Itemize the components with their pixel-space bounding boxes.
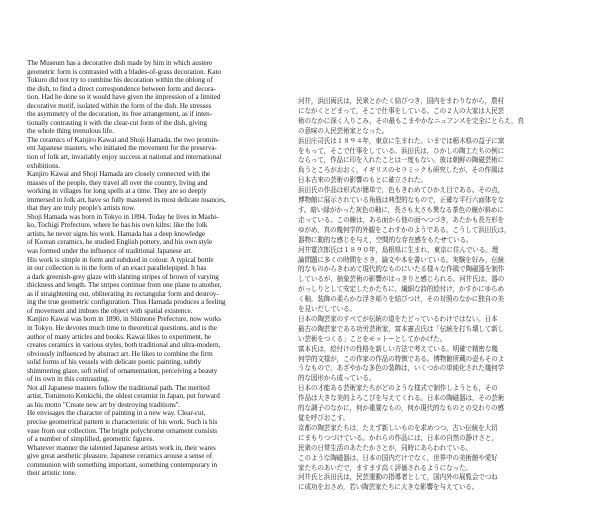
japanese-text-line: 術のなかに深く入りこみ，その最もこまやかなニュアンスを完全にとらえ，真 <box>298 116 524 125</box>
japanese-text-line: 富本氏は，絵付けの性格を新しい方法で考えている。明確で精密な幾 <box>298 344 498 353</box>
english-text-line: the dish, to find a direct correspondence between form and decora- <box>27 84 216 93</box>
japanese-text-line: 京都の陶芸家たちは，たえず新しいものを求めつつ，古い伝統を大切 <box>298 423 498 432</box>
japanese-text-line: 負うところがおおく，イギリスのセラミックも研究したが，その作風は <box>298 166 504 175</box>
english-text-line: Tokuro did not try to combine his decoration within the oblong of <box>27 76 213 85</box>
english-text-line: of movement and imbues the object with spatial existence. <box>27 306 193 315</box>
japanese-text-line: このような陶磁器は，日本の国内だけでなく，世界中の美術館や愛好 <box>298 453 498 462</box>
japanese-text-line: 的な図形から成っている。 <box>298 374 376 383</box>
english-text-line: Kanjiro Kawai and Shoji Hamada are closely connected with the <box>27 170 211 179</box>
english-text-line: as if straightening out, obliterating its rectangular form and destroy- <box>27 289 219 298</box>
japanese-text-line: 最古の陶芸家である功労芸術家，富本憲吉氏は「伝統を打ち壊して新し <box>298 324 505 333</box>
english-text-line: communion with something important, something contemporary in <box>27 460 217 469</box>
english-text-line: tion. Had he done so it would have given the impression of a limited <box>27 93 221 102</box>
japanese-text-line: 浜田庄司氏は１８９４年，東京に生まれた。いまでは栃木県の益子に窯 <box>298 136 505 145</box>
english-text-line: artist, Tomimoto Kenkichi, the oldest ceramist in Japan, put forward <box>27 392 220 401</box>
english-text-line: of a number of simplified, geometric figures. <box>27 435 155 444</box>
english-text-line: as his motto "Create new art by destroying traditions". <box>27 400 181 409</box>
english-text-line: His work is simple in form and subdued in colour. A typical bottle <box>27 255 214 264</box>
english-text-line: Not all Japanese masters follow the traditional path. The merited <box>27 383 210 392</box>
english-text-line: artists, he never signs his work. Hamada has a deep knowledge <box>27 229 206 238</box>
english-text-line: obviously influenced by abstract art. He likes to combine the firm <box>27 349 213 358</box>
japanese-text-line: く釉，装飾の柔らかな浮き彫りを結びつけ，その対照のなかに独自の美 <box>298 295 504 304</box>
english-text-line: precise geometrical pattern is characteristic of his work. Such is his <box>27 417 218 426</box>
japanese-text-line: がっしりとして安定したかたちに，繊細な詩的絵付け，かすかにゆらめ <box>298 285 504 294</box>
english-text-line: Shoji Hamada was born in Tokyo in 1894. Today he lives in Mashi- <box>27 212 219 221</box>
japanese-text-line: 的なものからきわめて現代的なものにいたる様々な作風で陶磁器を制作 <box>298 265 505 274</box>
japanese-text-line: ゆがめ，真の幾何学的外観をこわすかのようである。こうして浜田氏は， <box>298 225 511 234</box>
english-text-line: author of many articles and books. Kawai likes to experiment, he <box>27 332 212 341</box>
english-text-line: ing the true geometric configuration. Thus Hamada produces a feeling <box>27 298 226 307</box>
japanese-text-line: 日本の才能ある芸術家たちがどのような様式で制作しようとも，その <box>298 384 498 393</box>
japanese-text-line: 河井，浜田両氏は，民衆とかたく結びつき，国内をまわりながら，農村 <box>298 97 504 105</box>
english-text-line: ent Japanese masters, who initiated the movement for the preserva- <box>27 144 217 153</box>
japanese-text-line: 民衆の日常生活のあたたかさとが，同時にあらわれている。 <box>298 443 472 452</box>
english-text-line: of its own in this contrasting. <box>27 375 110 384</box>
english-text-line: The Museum has a decorative dish made by him in which austere <box>27 59 213 67</box>
english-text-line: creates ceramics in various styles, both traditional and ultra-modern, <box>27 341 221 350</box>
japanese-text-line: 日本古来の芸術の影響のもとに確立された。 <box>298 176 427 185</box>
japanese-text-line: 家たちのあいだで，ますます高く評価されるようになった。 <box>298 463 472 472</box>
english-text-line: masses of the people, they travel all over the country, living and <box>27 178 208 187</box>
english-text-line: working in villages for long spells at a time. They are so deeply <box>27 187 207 196</box>
english-text-column <box>27 59 289 499</box>
japanese-text-line: うなもので，あざやかな多色の装飾は，いくつかの単純化された幾何学 <box>298 364 505 373</box>
japanese-text-line: しているが，抽象芸術の影響がはっきりと感じられる。河井氏は，器の <box>298 275 505 284</box>
japanese-text-line: にまもりつづけている。かれらの作品には，日本の自然の静けさと， <box>298 433 498 442</box>
english-text-line: thickness and length. The stripes continue from one plane to another, <box>27 281 222 290</box>
japanese-text-line: をもって，そこで仕事をしている。浜田氏は，ひかしの陶工たちの例に <box>298 146 505 155</box>
english-text-line: decorative motif, isolated within the form of the dish. He stresses <box>27 101 212 110</box>
japanese-text-line: い芸術をつくる」ことをモットーとしてかかげた。 <box>298 334 447 343</box>
english-text-line: Kanjiro Kawai was born in 1890, in Shimone Prefecture, now works <box>27 315 222 324</box>
japanese-text-line: を見いだしている。 <box>298 305 356 314</box>
english-text-line: geometric form is contrasted with a blades-of-grass decoration. Kato <box>27 67 221 76</box>
english-text-line: solid forms of his vessels with delicate poetic painting, subtly <box>27 358 202 367</box>
english-text-line: ko, Tochigi Prefecture, where he has his own kilns: like the folk <box>27 221 208 230</box>
japanese-text-line: す。暗い緑がかった灰色の釉に，長さも太さも異なる茶色の線が斜めに <box>298 205 504 214</box>
english-text-line: their artistic tone. <box>27 469 77 478</box>
english-text-line: tion of folk art, invariably enjoy success at national and international <box>27 153 222 162</box>
english-text-line: the asymmetry of the decoration, its free arrangement, as if inten- <box>27 110 213 119</box>
english-text-line: a dark greenish-grey glaze with slanting stripes of brown of varying <box>27 272 219 281</box>
english-text-line: the whole thing tremulous life. <box>27 127 114 136</box>
japanese-text-line: に成功をおさめ，若い陶芸家たちに大きな影響を与えている。 <box>298 483 479 492</box>
english-text-line: immersed in folk art, have so fully mastered its most delicate nuances, <box>27 195 226 204</box>
english-text-line: that they are truly people's artists now. <box>27 204 136 213</box>
japanese-text-line: 浜田氏の作品は形式が簡単で，色もきわめてひかえ目である。その点， <box>298 186 505 195</box>
japanese-text-line: 的な調子のなかに，何か重要なもの，何か現代的なものとの交わりの感 <box>298 404 504 413</box>
english-text-line: was formed under the influence of traditional Japanese art. <box>27 247 193 256</box>
japanese-text-line: 日本の陶芸家のすべてが伝統の道をたどっているわけではない。日本 <box>298 314 498 323</box>
japanese-text-line: 河井氏と浜田氏は，民芸運動の指導者として，国内外の展覧会でつね <box>298 473 498 482</box>
english-text-line: in Tokyo. He devotes much time to theoretical questions, and is the <box>27 323 217 332</box>
japanese-text-line: 作品は大きな美的よろこびを与えてくれる。日本の陶磁器は，その芸術 <box>298 394 505 403</box>
japanese-text-line: 論問題に多くの時間をさき，論文や本を書いている。実験を好み，伝統 <box>298 255 505 264</box>
japanese-text-line: 河井寛次郎氏は１８９０年，島根県に生まれ，東京に住んでいる。理 <box>298 245 499 254</box>
japanese-text-column <box>298 97 586 497</box>
japanese-text-line: 走っている。この線は，ある面から他の面へつづき，あたかも長方形を <box>298 215 504 224</box>
japanese-text-line: 覚を呼びおこす。 <box>298 414 350 422</box>
japanese-text-line: にながくとどまって，そこで仕事をしている。この２人の大家は人民芸 <box>298 106 505 115</box>
english-text-line: tionally contrasting it with the clear-cut form of the dish, giving <box>27 118 207 127</box>
english-text-line: He envisages the character of painting in a new way. Clear-cut, <box>27 409 206 418</box>
english-text-line: vase from our collection. The bright polychrome ornament consists <box>27 426 218 435</box>
english-text-line: Whatever manner the talented Japanese artists work in, their wares <box>27 443 216 452</box>
japanese-text-line: 器物に動的な感じを与え，空間的な存在感をもたせている。 <box>298 235 473 244</box>
english-text-line: The ceramics of Kanjiro Kawai and Shoji Hamada, the two promin- <box>27 135 220 144</box>
english-text-line: give great aesthetic pleasure. Japanese ceramics arouse a sense of <box>27 452 213 461</box>
japanese-text-line: ならって，作品に印を入れたことは一度もない。彼は朝鮮の陶磁芸術に <box>298 156 505 165</box>
english-text-line: of Korean ceramics, he studied English pottery, and his own style <box>27 238 213 247</box>
english-text-line: shimmering glaze, soft relief of ornamentation, perceiving a beauty <box>27 366 218 375</box>
japanese-text-line: 何学的文様が，この作家の作品の特徴である。博物館所蔵の壺もそのよ <box>298 354 505 363</box>
english-text-line: in our collection is in the form of an exact parallelepiped. It has <box>27 264 207 273</box>
japanese-text-line: の意味の人民芸術家となった。 <box>298 126 389 135</box>
english-text-line: exhibitions. <box>27 161 61 170</box>
japanese-text-line: 博物館に展示されている角瓶は典型的なもので，正確な平行六面体をな <box>298 196 505 205</box>
